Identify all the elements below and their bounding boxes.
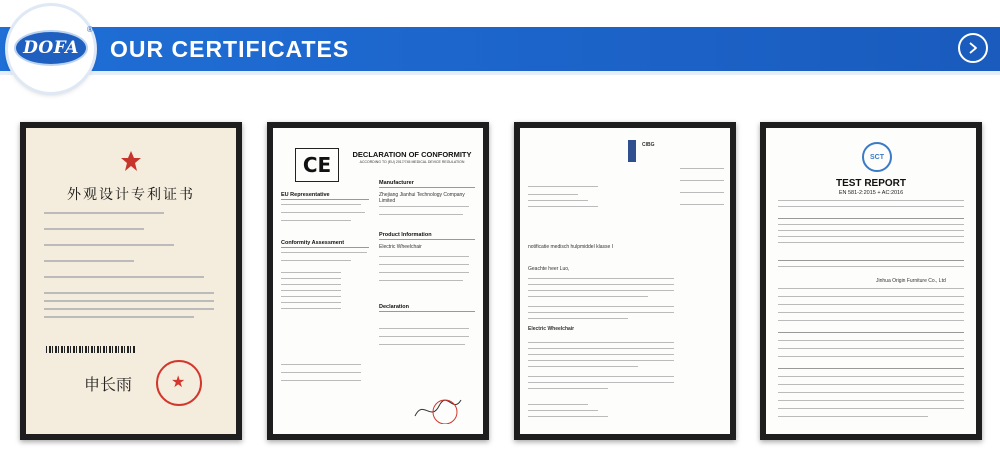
text-line	[528, 348, 674, 349]
logo-oval	[14, 30, 88, 66]
text-line	[528, 194, 578, 195]
report-table	[778, 368, 964, 369]
text-line	[379, 272, 469, 273]
text-line	[379, 206, 469, 207]
sct-badge: SCT	[862, 142, 892, 172]
text-line	[778, 266, 964, 267]
text-line	[281, 302, 341, 303]
text-line	[379, 328, 469, 329]
text-line	[778, 236, 964, 237]
government-crest	[628, 140, 636, 162]
text-line	[281, 284, 341, 285]
barcode	[46, 346, 136, 353]
text-line	[281, 372, 361, 373]
section-heading: EU Representative	[281, 192, 369, 200]
text-line	[778, 242, 964, 243]
text-line	[680, 180, 724, 181]
patent-emblem-icon	[120, 150, 142, 172]
text-line	[44, 276, 204, 278]
text-line	[528, 366, 638, 367]
ce-mark: CE	[295, 148, 339, 182]
text-line	[44, 300, 214, 302]
certificate-cibg-notification[interactable]	[514, 122, 736, 440]
certificate-paper	[273, 128, 483, 434]
text-line	[379, 336, 469, 337]
registered-mark: ®	[87, 25, 93, 34]
official-seal	[156, 360, 202, 406]
text-line	[281, 212, 365, 213]
text-line	[528, 186, 598, 187]
text-line	[528, 318, 628, 319]
certificate-title: 外观设计专利证书	[67, 187, 195, 203]
text-line	[778, 200, 964, 201]
section-heading: Declaration	[379, 304, 475, 312]
text-line	[778, 392, 964, 393]
text-line	[680, 168, 724, 169]
text-line	[528, 404, 588, 405]
report-table	[778, 260, 964, 261]
text-line	[778, 320, 964, 321]
text-line	[528, 290, 674, 291]
agency-name: CIBG	[642, 142, 655, 148]
text-line	[778, 206, 964, 207]
text-line	[778, 288, 964, 289]
report-title: TEST REPORT	[835, 178, 906, 189]
text-line	[528, 342, 674, 343]
product-name: Electric Wheelchair	[379, 244, 422, 250]
text-line	[778, 304, 964, 305]
text-line	[281, 220, 351, 221]
text-line	[778, 376, 964, 377]
certificate-paper	[26, 128, 236, 434]
certificate-declaration-of-conformity[interactable]	[267, 122, 489, 440]
text-line	[379, 344, 465, 345]
text-line	[778, 312, 964, 313]
certificate-subtitle: ACCORDING TO (EU) 2017/745 MEDICAL DEVICE REGULATION	[359, 160, 465, 164]
letter-subject: notificatie medisch hulpmiddel klasse I	[528, 244, 614, 250]
text-line	[44, 244, 174, 246]
logo	[8, 6, 94, 92]
certificate-paper	[520, 128, 730, 434]
report-standard: EN 581-2:2015 + AC:2016	[838, 190, 904, 196]
text-line	[379, 214, 463, 215]
text-line	[379, 264, 469, 265]
text-line	[528, 388, 608, 389]
text-line	[528, 206, 598, 207]
text-line	[379, 280, 463, 281]
signature-icon	[413, 394, 463, 424]
text-line	[778, 348, 964, 349]
text-line	[778, 296, 964, 297]
product-name: Electric Wheelchair	[528, 326, 575, 332]
text-line	[281, 278, 341, 279]
text-line	[778, 400, 964, 401]
certificate-title: DECLARATION OF CONFORMITY	[352, 150, 472, 159]
text-line	[778, 356, 964, 357]
text-line	[528, 410, 598, 411]
text-line	[44, 228, 144, 230]
certificate-paper	[766, 128, 976, 434]
text-line	[281, 380, 361, 381]
text-line	[528, 360, 674, 361]
manufacturer-name: Jinhua Origin Furniture Co., Ltd	[876, 278, 946, 284]
text-line	[281, 308, 341, 309]
text-line	[778, 224, 964, 225]
section-heading: Conformity Assessment	[281, 240, 369, 248]
certificate-design-patent[interactable]	[20, 122, 242, 440]
text-line	[778, 340, 964, 341]
report-table	[778, 332, 964, 333]
text-line	[528, 296, 648, 297]
text-line	[44, 292, 214, 294]
text-line	[44, 260, 134, 262]
text-line	[528, 284, 674, 285]
play-circle-icon	[967, 42, 979, 54]
text-line	[44, 212, 164, 214]
header-banner	[0, 0, 1000, 100]
text-line	[528, 416, 608, 417]
text-line	[281, 272, 341, 273]
text-line	[281, 252, 367, 253]
text-line	[778, 230, 964, 231]
manufacturer-name: Zhejiang Jianhui Technology Company Limited	[379, 192, 465, 204]
certificate-test-report[interactable]	[760, 122, 982, 440]
text-line	[281, 290, 341, 291]
text-line	[281, 364, 361, 365]
text-line	[528, 354, 674, 355]
signature: 申长雨	[84, 375, 133, 394]
text-line	[778, 416, 928, 417]
letter-greeting: Geachte heer Luo,	[528, 266, 570, 272]
report-table	[778, 218, 964, 249]
section-heading: Product Information	[379, 232, 475, 240]
text-line	[680, 192, 724, 193]
logo-text: DOFA	[23, 38, 79, 58]
text-line	[281, 204, 361, 205]
next-button[interactable]	[958, 33, 988, 63]
text-line	[528, 382, 674, 383]
page-title: OUR CERTIFICATES	[110, 36, 350, 62]
text-line	[379, 256, 469, 257]
text-line	[680, 204, 724, 205]
section-heading: Manufacturer	[379, 180, 475, 188]
text-line	[528, 376, 674, 377]
text-line	[44, 316, 194, 318]
text-line	[528, 306, 674, 307]
text-line	[528, 200, 588, 201]
text-line	[281, 296, 341, 297]
text-line	[778, 408, 964, 409]
text-line	[778, 384, 964, 385]
text-line	[528, 278, 674, 279]
text-line	[528, 312, 674, 313]
text-line	[281, 260, 351, 261]
text-line	[44, 308, 214, 310]
